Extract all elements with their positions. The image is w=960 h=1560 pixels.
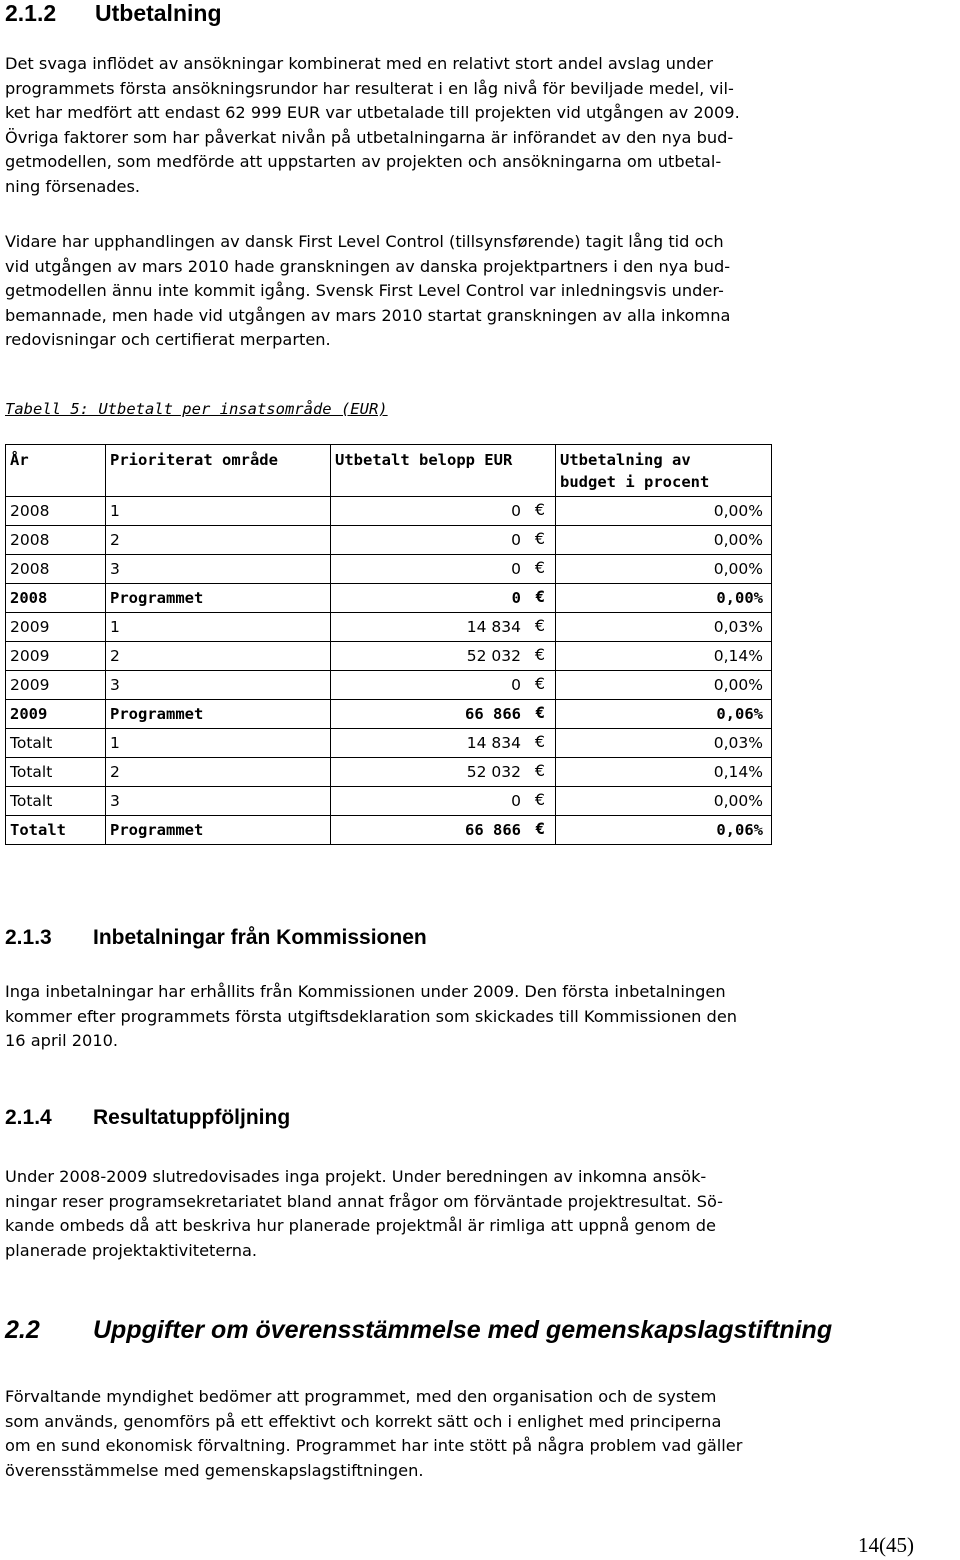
cell-percent [556,787,772,816]
cell-year-text: 2008 [10,502,50,520]
euro-icon: € [534,761,545,780]
paragraph-inbetalningar [5,980,955,1054]
cell-year [6,497,106,526]
text-line: kommer efter programmets första utgiftsdeklaration som skickades till Kommissionen den [5,1006,738,1026]
text-line: överensstämmelse med gemenskapslagstiftningen. [5,1460,424,1480]
cell-year-text: Totalt [10,821,66,839]
cell-area [106,758,331,787]
cell-percent [556,526,772,555]
cell-amount [331,671,556,700]
cell-year-text: 2009 [10,676,50,694]
text-line: getmodellen, som medförde att uppstarten av projekten och ansökningarna om utbetal- [5,152,722,171]
cell-year [6,555,106,584]
cell-percent-text: 0,00% [716,589,763,607]
euro-icon: € [534,616,545,635]
cell-percent-text: 0,14% [713,763,763,781]
cell-percent-text: 0,00% [713,531,763,549]
cell-year [6,642,106,671]
text-line: kande ombeds då att beskriva hur planerade projektmål är rimliga att uppnå genom de [5,1216,716,1235]
cell-area [106,729,331,758]
cell-amount-text: 0 [511,531,521,549]
section-number: 2.1.2 [5,0,57,26]
euro-icon: € [534,558,545,577]
cell-year [6,758,106,787]
cell-area [106,700,331,729]
table-row [6,787,772,816]
header-percent-text: Utbetalning av budget i procent [560,451,710,491]
cell-year [6,613,106,642]
cell-amount-text: 66 866 [465,705,521,723]
text-line: om en sund ekonomisk förvaltning. Programmet har inte stött på några problem vad gäller [5,1436,743,1455]
text-line: ningar reser programsekretariatet bland annat frågor om förväntade projektresultat. Sö- [5,1191,724,1211]
section-title: Inbetalningar från Kommissionen [93,926,427,949]
euro-icon: € [534,790,545,809]
table-row [6,584,772,613]
cell-amount [331,758,556,787]
cell-amount [331,729,556,758]
cell-area [106,526,331,555]
cell-percent [556,816,772,845]
cell-area [106,613,331,642]
paragraph-utbetalning-1 [5,52,955,199]
cell-area [106,642,331,671]
euro-icon: € [535,703,545,722]
cell-area-text: 2 [110,763,120,781]
cell-amount [331,816,556,845]
section-heading-2-1-4 [5,1106,290,1130]
cell-percent-text: 0,03% [713,618,763,636]
cell-percent [556,729,772,758]
section-title: Uppgifter om överensstämmelse med gemenskapslagstiftning [93,1316,833,1344]
cell-percent [556,758,772,787]
text-line: redovisningar och certifierat merparten. [5,330,331,349]
cell-percent [556,555,772,584]
section-number: 2.2 [5,1316,40,1344]
cell-year [6,526,106,555]
cell-area-text: 3 [110,560,120,578]
cell-area [106,555,331,584]
cell-area [106,787,331,816]
text-line: ket har medfört att endast 62 999 EUR var utbetalade till projekten vid utgången av 2009. [5,103,740,122]
cell-amount [331,642,556,671]
table-row [6,642,772,671]
cell-percent [556,671,772,700]
cell-amount-text: 0 [511,792,521,810]
table-caption: Tabell 5: Utbetalt per insatsområde (EUR) [5,400,388,418]
table-row [6,729,772,758]
cell-area [106,497,331,526]
cell-area-text: 2 [110,531,120,549]
cell-year-text: 2008 [10,560,50,578]
cell-percent-text: 0,06% [716,821,763,839]
cell-amount-text: 0 [511,589,521,607]
text-line: bemannade, men hade vid utgången av mars 2010 startat granskningen av alla inkomna [5,305,731,325]
cell-area-text: Programmet [110,705,204,723]
cell-year-text: 2009 [10,705,48,723]
text-line: Övriga faktorer som har påverkat nivån på utbetalningarna är införandet av den nya bud- [5,127,734,147]
section-title: Utbetalning [95,0,222,26]
cell-amount [331,555,556,584]
payments-table [5,444,772,845]
cell-year [6,671,106,700]
cell-area [106,816,331,845]
cell-percent [556,613,772,642]
cell-percent-text: 0,03% [713,734,763,752]
euro-icon: € [534,732,545,751]
cell-percent [556,700,772,729]
cell-percent-text: 0,00% [713,792,763,810]
cell-area-text: 1 [110,618,120,636]
table-row [6,555,772,584]
header-priority-area: Prioriterat område [106,445,331,497]
table-row [6,497,772,526]
cell-percent [556,642,772,671]
cell-area [106,584,331,613]
section-title: Resultatuppföljning [93,1106,291,1129]
header-percent [556,445,772,497]
header-amount [331,445,556,497]
cell-amount [331,700,556,729]
section-heading-2-2 [5,1316,832,1345]
cell-year-text: 2009 [10,618,50,636]
cell-year-text: Totalt [10,734,53,752]
cell-amount [331,613,556,642]
euro-icon: € [535,587,545,606]
table-row [6,758,772,787]
cell-amount-text: 0 [511,560,521,578]
cell-amount-text: 66 866 [465,821,521,839]
cell-percent-text: 0,00% [713,502,763,520]
table-row [6,613,772,642]
cell-percent-text: 0,06% [716,705,763,723]
cell-area-text: 3 [110,676,120,694]
cell-year [6,584,106,613]
cell-amount [331,584,556,613]
cell-year-text: 2009 [10,647,50,665]
cell-percent-text: 0,00% [713,676,763,694]
cell-year-text: Totalt [10,763,53,781]
euro-icon: € [534,529,545,548]
table-body [6,497,772,845]
cell-year [6,816,106,845]
section-heading-2-1-2 [5,0,222,27]
cell-amount [331,526,556,555]
text-line: ning försenades. [5,176,141,196]
table-row [6,526,772,555]
cell-year [6,787,106,816]
text-line: programmets första ansökningsrundor har resulterat i en låg nivå för beviljade medel, vil- [5,78,734,98]
text-line: getmodellen ännu inte kommit igång. Svensk First Level Control var inledningsvis under- [5,281,724,300]
cell-percent-text: 0,14% [713,647,763,665]
euro-icon: € [534,500,545,519]
text-line: Under 2008-2009 slutredovisades inga projekt. Under beredningen av inkomna ansök- [5,1167,707,1186]
text-line: Inga inbetalningar har erhållits från Kommissionen under 2009. Den första inbetalningen [5,982,726,1001]
euro-icon: € [535,819,545,838]
cell-year [6,700,106,729]
paragraph-overensstammelse [5,1385,955,1483]
cell-amount [331,787,556,816]
cell-amount [331,497,556,526]
section-heading-2-1-3 [5,926,427,950]
cell-area-text: 2 [110,647,120,665]
cell-amount-text: 52 032 [466,763,521,781]
text-line: planerade projektaktiviteterna. [5,1240,258,1260]
text-line: 16 april 2010. [5,1031,119,1050]
paragraph-utbetalning-2 [5,230,955,353]
table-header-row [6,445,772,497]
cell-year-text: Totalt [10,792,53,810]
paragraph-resultatuppfoljning [5,1165,955,1263]
cell-area-text: 1 [110,734,120,752]
text-line: vid utgången av mars 2010 hade granskningen av danska projektpartners i den nya bud- [5,256,731,276]
cell-amount-text: 0 [511,676,521,694]
cell-percent [556,584,772,613]
cell-percent [556,497,772,526]
cell-area-text: Programmet [110,821,204,839]
section-number: 2.1.3 [5,926,52,949]
text-line: som används, genomförs på ett effektivt och korrekt sätt och i enlighet med principerna [5,1411,722,1431]
header-amount-text: Utbetalt belopp EUR [335,451,513,469]
table-row [6,816,772,845]
text-line: Det svaga inflödet av ansökningar kombinerat med en relativt stort andel avslag under [5,54,714,73]
text-line: Vidare har upphandlingen av dansk First Level Control (tillsynsførende) tagit lång tid och [5,232,724,251]
cell-area [106,671,331,700]
page-number: 14(45) [858,1533,914,1557]
cell-amount-text: 0 [511,502,521,520]
cell-amount-text: 52 032 [466,647,521,665]
header-year: År [6,445,106,497]
cell-year-text: 2008 [10,589,48,607]
table-row [6,671,772,700]
euro-icon: € [534,645,545,664]
euro-icon: € [534,674,545,693]
cell-year-text: 2008 [10,531,50,549]
cell-amount-text: 14 834 [466,734,521,752]
table-row [6,700,772,729]
cell-amount-text: 14 834 [466,618,521,636]
cell-year [6,729,106,758]
cell-area-text: Programmet [110,589,204,607]
section-number: 2.1.4 [5,1106,52,1129]
cell-area-text: 1 [110,502,120,520]
cell-percent-text: 0,00% [713,560,763,578]
cell-area-text: 3 [110,792,120,810]
text-line: Förvaltande myndighet bedömer att programmet, med den organisation och de system [5,1387,717,1406]
